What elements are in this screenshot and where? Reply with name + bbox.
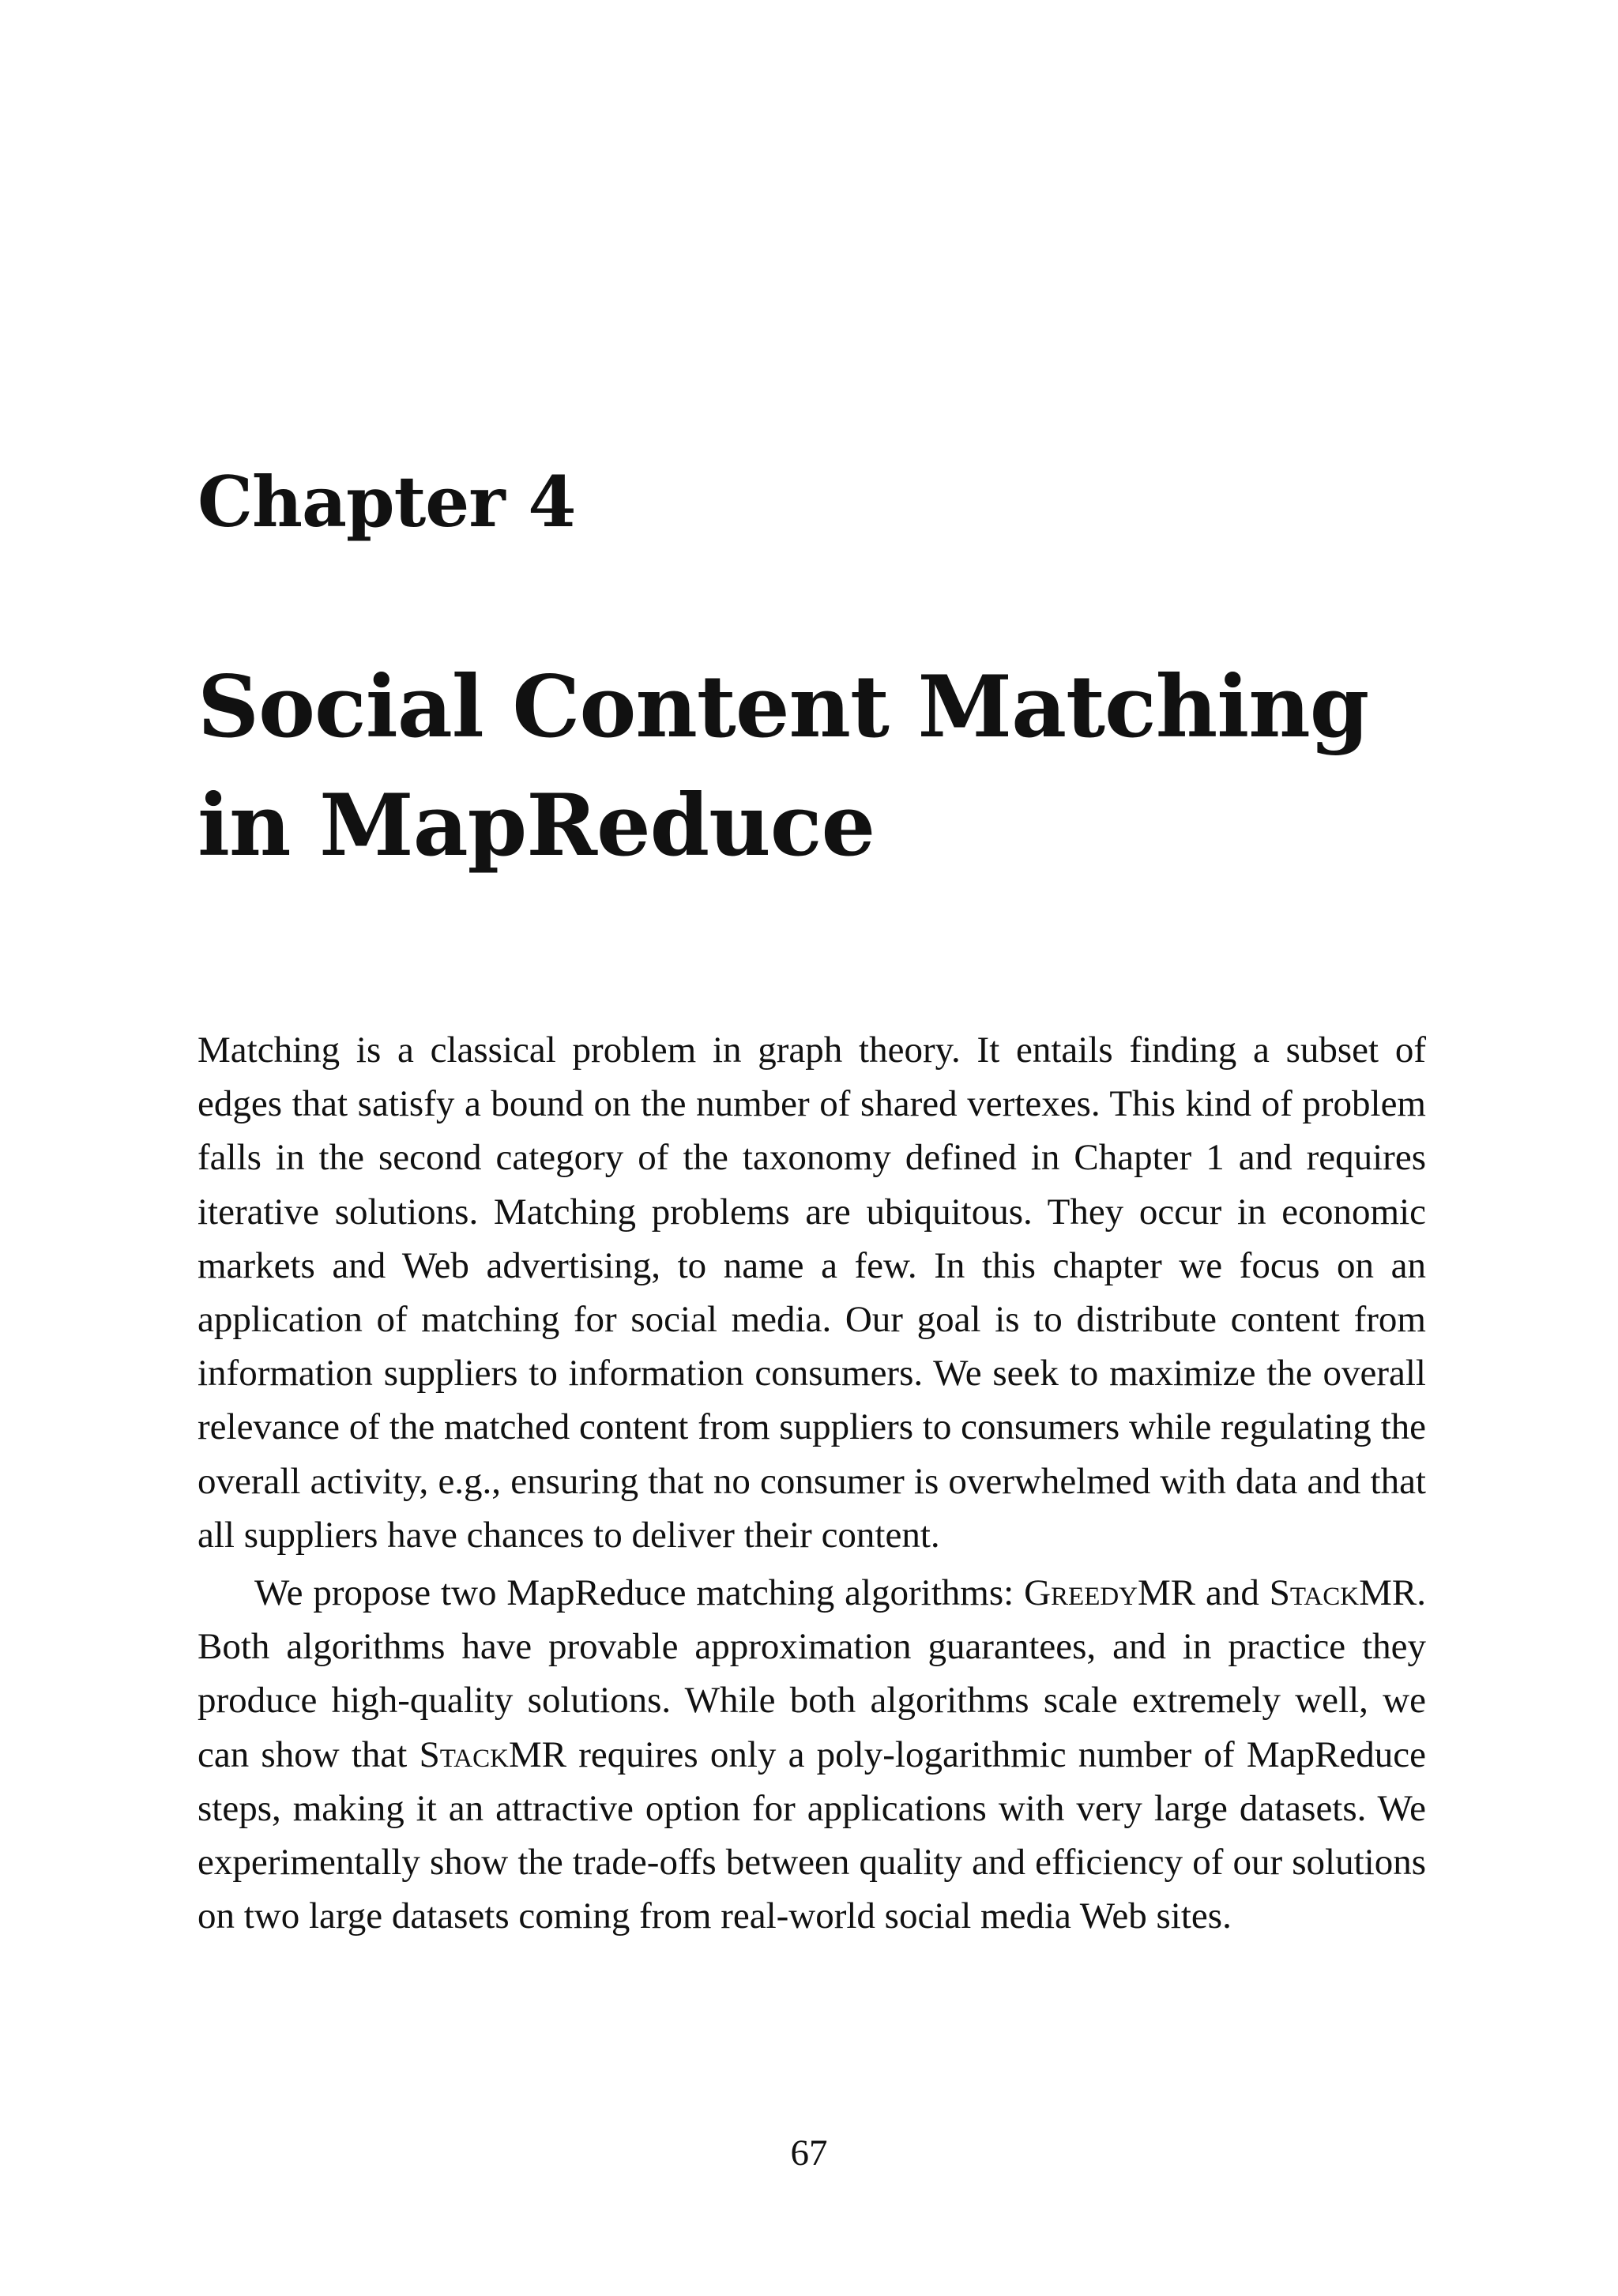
paragraph-intro: Matching is a classical problem in graph theory. It entails finding a subset of edges that satisfy a bound on the number of shared vertexes. This kind of problem falls in the second category of the taxonomy defined in Chapter 1 and requires iterative solutions. Matching problems are ubiquitous. They occur in economic markets and Web advertising, to name a few. In this chapter we focus on an application of matching for social media. Our goal is to distribute content from information suppliers to information consumers. We seek to maximize the overall relevance of the matched content from suppliers to consumers while regulating the overall activity, e.g., ensuring that no consumer is overwhelmed with data and that all suppliers have chances to deliver their content. xyxy=(198,1029,1426,1556)
chapter-label: Chapter 4 xyxy=(198,461,576,543)
chapter-title: Social Content Matching in MapReduce xyxy=(198,657,1369,875)
paragraph-text-segment: and xyxy=(1195,1572,1270,1614)
paragraph-text-segment: requires only a poly-logarithmic number of MapReduce steps, making it an attractive option for applications with very large datasets. We experimentally show the trade-offs between quality and efficiency of our solutions on two large datasets coming from real-world social media Web sites. xyxy=(198,1733,1426,1937)
algorithm-name-stackmr: StackMR xyxy=(1269,1572,1417,1614)
algorithm-name-stackmr: StackMR xyxy=(419,1733,567,1775)
algorithm-name-greedymr: GreedyMR xyxy=(1024,1572,1196,1614)
body-text xyxy=(198,1023,1426,1943)
paragraph-text-segment: We propose two MapReduce matching algorithms: xyxy=(254,1572,1025,1614)
page-number: 67 xyxy=(790,2132,828,2174)
paragraph-text-segment: . Both algorithms have provable approximation guarantees, and in practice they produce high-quality solutions. While both algorithms scale extremely well, we can show that xyxy=(198,1572,1426,1775)
paragraph-algorithms xyxy=(198,1566,1426,1943)
